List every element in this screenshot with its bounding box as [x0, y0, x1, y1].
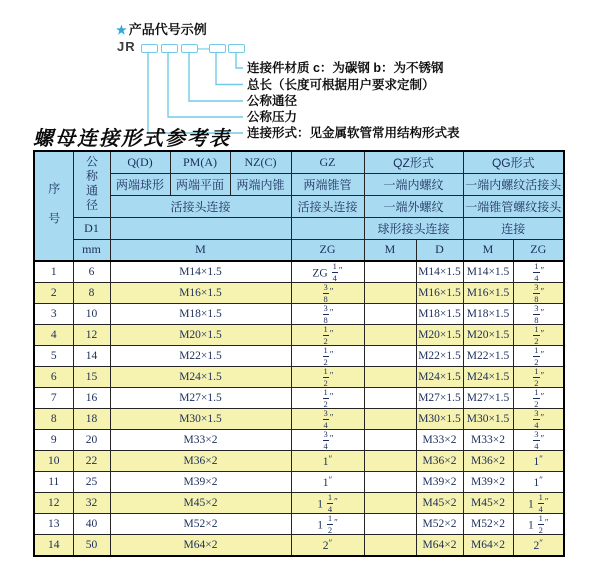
cell-no: 8 — [34, 409, 73, 430]
diagram-title — [116, 19, 207, 38]
cell-qz-d: M20×1.5 — [416, 325, 463, 346]
cell-zg: $\frac{3}{4}$ ″ — [291, 409, 364, 430]
cell-qg-zg: $\frac{1}{4}$ ″ — [513, 261, 564, 283]
header-empty-gz — [291, 217, 364, 239]
cell-no: 12 — [34, 493, 73, 514]
cell-zg: 1 $\frac{1}{4}$ ″ — [291, 493, 364, 514]
cell-qg-zg: 1 $\frac{1}{2}$ ″ — [513, 514, 564, 535]
cell-qg-m: M36×2 — [463, 451, 513, 472]
header-pma: PM(A) — [170, 151, 230, 173]
cell-zg: $\frac{1}{2}$ ″ — [291, 388, 364, 409]
cell-qg-m: M64×2 — [463, 535, 513, 556]
cell-qg-zg: $\frac{1}{2}$ ″ — [513, 325, 564, 346]
cell-dn: 12 — [73, 325, 110, 346]
header-empty-left — [110, 217, 291, 239]
cell-qg-zg: 1″ — [513, 451, 564, 472]
cell-m: M45×2 — [110, 493, 291, 514]
cell-dn: 22 — [73, 451, 110, 472]
header-qz-m: M — [364, 239, 416, 261]
cell-m: M36×2 — [110, 451, 291, 472]
header-m-wide: M — [110, 239, 291, 261]
cell-qg-m: M22×1.5 — [463, 346, 513, 367]
cell-no: 2 — [34, 283, 73, 304]
header-qg-desc2: 一端锥管螺纹接头 — [463, 195, 564, 217]
table-row — [34, 304, 564, 325]
cell-m: M22×1.5 — [110, 346, 291, 367]
cell-qg-m: M24×1.5 — [463, 367, 513, 388]
cell-qg-zg: $\frac{3}{4}$ ″ — [513, 430, 564, 451]
cell-zg: ZG $\frac{1}{4}$ ″ — [291, 261, 364, 283]
code-box-3 — [181, 44, 198, 53]
code-dash: — — [198, 43, 209, 55]
table-row — [34, 283, 564, 304]
header-nzc: NZ(C) — [230, 151, 291, 173]
cell-m: M16×1.5 — [110, 283, 291, 304]
cell-zg: $\frac{1}{2}$ ″ — [291, 346, 364, 367]
header-qg-zg: ZG — [513, 239, 564, 261]
cell-m: M14×1.5 — [110, 261, 291, 283]
cell-qz-m — [364, 346, 416, 367]
table-row — [34, 514, 564, 535]
cell-qg-m: M20×1.5 — [463, 325, 513, 346]
table-row — [34, 451, 564, 472]
header-mm: mm — [73, 239, 110, 261]
cell-qz-m — [364, 283, 416, 304]
diagram-title-text: 产品代号示例 — [128, 22, 207, 37]
cell-qz-m — [364, 430, 416, 451]
cell-no: 7 — [34, 388, 73, 409]
cell-dn: 6 — [73, 261, 110, 283]
header-nzc-desc: 两端内锥 — [230, 173, 291, 195]
cell-qz-m — [364, 409, 416, 430]
cell-dn: 14 — [73, 346, 110, 367]
cell-qg-m: M27×1.5 — [463, 388, 513, 409]
cell-no: 10 — [34, 451, 73, 472]
cell-qz-m — [364, 472, 416, 493]
cell-qg-m: M16×1.5 — [463, 283, 513, 304]
cell-qz-d: M27×1.5 — [416, 388, 463, 409]
header-qz-form: QZ形式 — [364, 151, 463, 173]
header-gz-union: 活接头连接 — [291, 195, 364, 217]
table-row — [34, 325, 564, 346]
header-qz-desc1: 一端内螺纹 — [364, 173, 463, 195]
cell-dn: 10 — [73, 304, 110, 325]
diagram-label-pressure: 公称压力 — [247, 110, 298, 124]
cell-dn: 15 — [73, 367, 110, 388]
cell-qg-m: M30×1.5 — [463, 409, 513, 430]
cell-qz-d: M16×1.5 — [416, 283, 463, 304]
table-row — [34, 472, 564, 493]
cell-dn: 40 — [73, 514, 110, 535]
header-qg-m: M — [463, 239, 513, 261]
table-body — [34, 261, 564, 556]
cell-qz-m — [364, 325, 416, 346]
cell-dn: 50 — [73, 535, 110, 556]
cell-qg-m: M52×2 — [463, 514, 513, 535]
header-connect: 连接 — [463, 217, 564, 239]
cell-qz-d: M45×2 — [416, 493, 463, 514]
cell-qz-d: M24×1.5 — [416, 367, 463, 388]
cell-qg-zg: 2″ — [513, 535, 564, 556]
cell-qz-d: M22×1.5 — [416, 346, 463, 367]
table-row — [34, 346, 564, 367]
cell-qg-zg: 1 $\frac{1}{4}$ ″ — [513, 493, 564, 514]
cell-dn: 18 — [73, 409, 110, 430]
cell-qg-m: M45×2 — [463, 493, 513, 514]
cell-qg-m: M33×2 — [463, 430, 513, 451]
cell-qz-m — [364, 493, 416, 514]
table-header — [34, 151, 564, 261]
diagram-label-material: 连接件材质 c：为碳钢 b：为不锈钢 — [247, 61, 444, 75]
cell-qg-zg: $\frac{1}{2}$ ″ — [513, 367, 564, 388]
cell-zg: 2″ — [291, 535, 364, 556]
code-box-1 — [141, 44, 158, 53]
cell-dn: 32 — [73, 493, 110, 514]
header-ball-joint: 球形接头连接 — [364, 217, 463, 239]
table-row — [34, 367, 564, 388]
cell-qg-zg: $\frac{3}{4}$ ″ — [513, 409, 564, 430]
code-box-2 — [161, 44, 178, 53]
cell-m: M20×1.5 — [110, 325, 291, 346]
cell-no: 3 — [34, 304, 73, 325]
header-gz-desc: 两端锥管 — [291, 173, 364, 195]
code-box-4 — [209, 44, 226, 53]
cell-m: M24×1.5 — [110, 367, 291, 388]
cell-zg: $\frac{1}{2}$ ″ — [291, 325, 364, 346]
cell-dn: 8 — [73, 283, 110, 304]
cell-zg: $\frac{1}{2}$ ″ — [291, 367, 364, 388]
cell-zg: $\frac{3}{8}$ ″ — [291, 283, 364, 304]
cell-no: 9 — [34, 430, 73, 451]
cell-qz-d: M52×2 — [416, 514, 463, 535]
diagram-label-length: 总长（长度可根据用户要求定制） — [247, 78, 435, 92]
cell-no: 5 — [34, 346, 73, 367]
header-serial: 序号 — [34, 151, 73, 261]
header-qz-d: D — [416, 239, 463, 261]
header-qz-desc2: 一端外螺纹 — [364, 195, 463, 217]
cell-no: 14 — [34, 535, 73, 556]
cell-qz-d: M64×2 — [416, 535, 463, 556]
table-row — [34, 430, 564, 451]
cell-dn: 25 — [73, 472, 110, 493]
header-union-connection: 活接头连接 — [110, 195, 291, 217]
cell-no: 1 — [34, 261, 73, 283]
cell-qz-m — [364, 304, 416, 325]
cell-qz-m — [364, 451, 416, 472]
cell-qg-zg: $\frac{1}{2}$ ″ — [513, 388, 564, 409]
table-title: 螺母连接形式参考表 — [33, 126, 231, 150]
table-row — [34, 388, 564, 409]
header-nominal-diameter: 公称通径 — [73, 151, 110, 217]
cell-qg-zg: 1″ — [513, 472, 564, 493]
header-pma-desc: 两端平面 — [170, 173, 230, 195]
code-prefix: JR — [117, 39, 136, 54]
table-row — [34, 535, 564, 556]
header-d1: D1 — [73, 217, 110, 239]
cell-qg-zg: $\frac{3}{8}$ ″ — [513, 304, 564, 325]
header-gz: GZ — [291, 151, 364, 173]
cell-dn: 16 — [73, 388, 110, 409]
cell-m: M18×1.5 — [110, 304, 291, 325]
cell-qz-m — [364, 388, 416, 409]
reference-table — [33, 150, 565, 557]
cell-qz-m — [364, 535, 416, 556]
cell-no: 11 — [34, 472, 73, 493]
header-qg-desc1: 一端内螺纹活接头 — [463, 173, 564, 195]
reference-table-wrap — [33, 150, 565, 557]
header-qd: Q(D) — [110, 151, 170, 173]
cell-zg: $\frac{3}{4}$ ″ — [291, 430, 364, 451]
cell-qz-d: M14×1.5 — [416, 261, 463, 283]
cell-zg: $\frac{3}{8}$ ″ — [291, 304, 364, 325]
star-icon: ★ — [116, 23, 127, 37]
cell-qg-m: M18×1.5 — [463, 304, 513, 325]
cell-dn: 20 — [73, 430, 110, 451]
header-zg: ZG — [291, 239, 364, 261]
cell-qz-d: M30×1.5 — [416, 409, 463, 430]
cell-m: M27×1.5 — [110, 388, 291, 409]
cell-qg-zg: $\frac{1}{2}$ ″ — [513, 346, 564, 367]
cell-m: M52×2 — [110, 514, 291, 535]
diagram-label-diameter: 公称通径 — [247, 94, 298, 108]
cell-zg: 1″ — [291, 451, 364, 472]
cell-qz-d: M39×2 — [416, 472, 463, 493]
cell-m: M64×2 — [110, 535, 291, 556]
diagram-label-connection: 连接形式：见金属软管常用结构形式表 — [247, 126, 460, 140]
cell-no: 13 — [34, 514, 73, 535]
header-qd-desc: 两端球形 — [110, 173, 170, 195]
cell-qz-m — [364, 514, 416, 535]
cell-qg-m: M14×1.5 — [463, 261, 513, 283]
cell-qz-m — [364, 367, 416, 388]
header-qg-form: QG形式 — [463, 151, 564, 173]
cell-no: 4 — [34, 325, 73, 346]
table-row — [34, 493, 564, 514]
cell-qz-d: M33×2 — [416, 430, 463, 451]
table-row — [34, 409, 564, 430]
cell-qg-zg: $\frac{3}{8}$ ″ — [513, 283, 564, 304]
cell-qz-d: M36×2 — [416, 451, 463, 472]
code-box-5 — [228, 44, 245, 53]
cell-qz-m — [364, 261, 416, 283]
cell-m: M30×1.5 — [110, 409, 291, 430]
cell-m: M33×2 — [110, 430, 291, 451]
cell-qg-m: M39×2 — [463, 472, 513, 493]
cell-no: 6 — [34, 367, 73, 388]
cell-qz-d: M18×1.5 — [416, 304, 463, 325]
table-row — [34, 261, 564, 283]
cell-m: M39×2 — [110, 472, 291, 493]
cell-zg: 1 $\frac{1}{2}$ ″ — [291, 514, 364, 535]
cell-zg: 1″ — [291, 472, 364, 493]
